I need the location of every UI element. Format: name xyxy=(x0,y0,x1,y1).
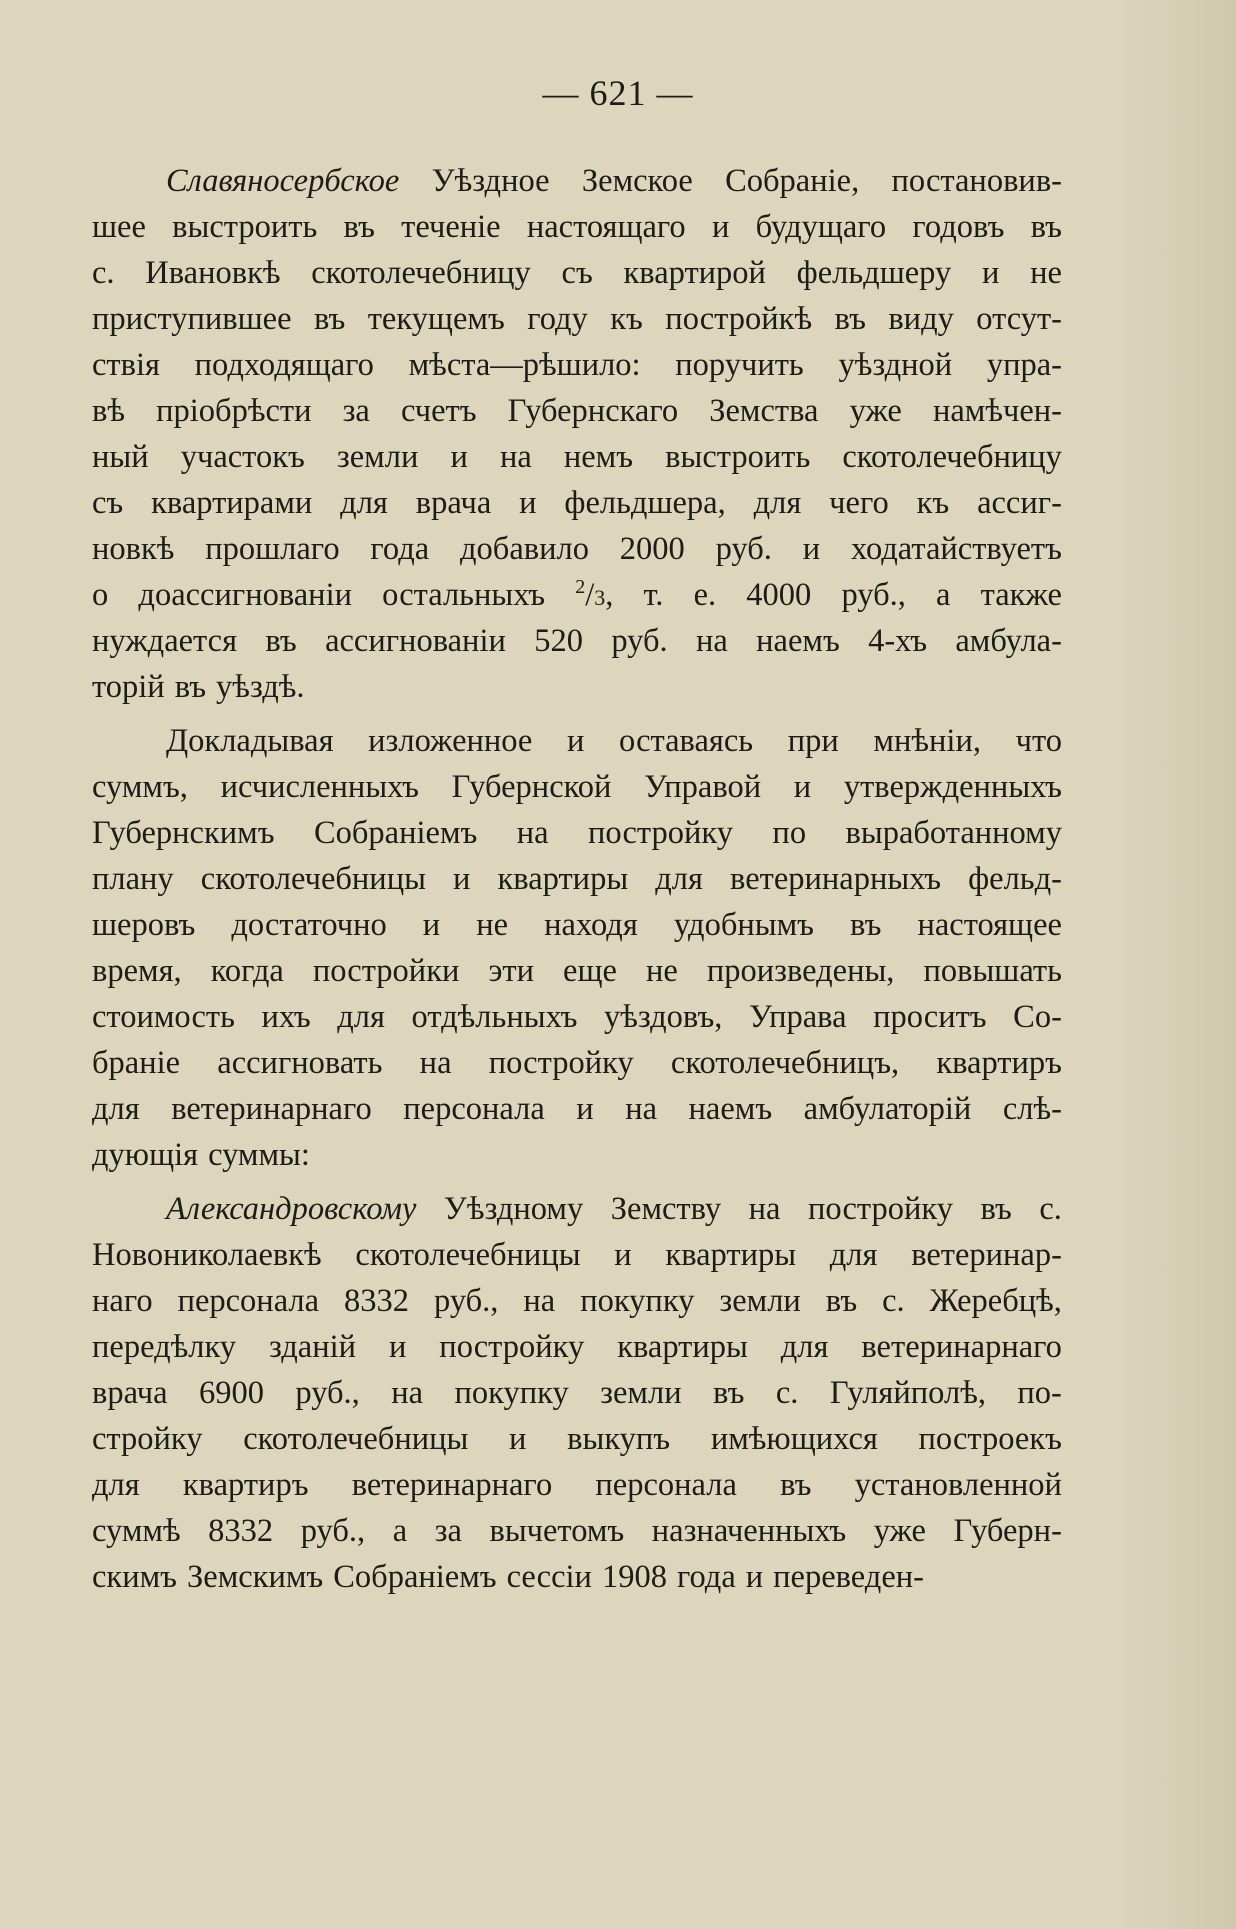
text-line xyxy=(92,572,1062,618)
word: Уѣздному xyxy=(443,1191,584,1227)
text-line xyxy=(92,296,1062,342)
word: персонала xyxy=(403,1091,545,1127)
word: и xyxy=(519,485,537,521)
word: удобнымъ xyxy=(673,907,814,943)
word: исчисленныхъ xyxy=(220,769,419,805)
word: наемъ xyxy=(688,1091,773,1127)
word: руб., xyxy=(300,1513,366,1549)
word: прошлаго xyxy=(205,531,340,567)
word: къ xyxy=(916,485,950,521)
word: суммы: xyxy=(208,1137,310,1173)
word: Уѣздное xyxy=(431,163,550,199)
word: на xyxy=(523,1283,556,1319)
word: и xyxy=(388,1329,407,1365)
word: въ xyxy=(834,301,866,337)
word: упра- xyxy=(986,347,1062,383)
word: для xyxy=(340,485,388,521)
word: 520 xyxy=(534,623,583,659)
word: а xyxy=(392,1513,408,1549)
word: Жеребцѣ, xyxy=(929,1283,1062,1319)
word: изложенное xyxy=(368,723,533,759)
text-line xyxy=(92,618,1062,664)
word: наемъ xyxy=(756,623,840,659)
word: произведены, xyxy=(706,953,895,989)
word: году xyxy=(527,301,588,337)
word: и xyxy=(450,439,468,475)
word: ходатайствуетъ xyxy=(850,531,1062,567)
text-line xyxy=(92,810,1062,856)
word: чего xyxy=(829,485,889,521)
word: на xyxy=(695,623,728,659)
word: с. xyxy=(882,1283,905,1319)
word: будущаго xyxy=(755,209,887,245)
word: и xyxy=(981,255,1000,291)
word: с. xyxy=(92,255,115,291)
word: передѣлку xyxy=(92,1329,237,1365)
word: уѣздовъ, xyxy=(603,999,723,1035)
word: ствія xyxy=(92,347,160,383)
word: на xyxy=(625,1091,658,1127)
word: ветеринарныхъ xyxy=(730,861,942,897)
word: теченіе xyxy=(401,209,501,245)
word: стройку xyxy=(92,1421,203,1457)
word: для xyxy=(829,1237,878,1273)
text-line xyxy=(92,902,1062,948)
word: ассиг- xyxy=(977,485,1062,521)
word: земли xyxy=(600,1375,682,1411)
word: амбула- xyxy=(955,623,1062,659)
word: 2000 xyxy=(619,531,685,567)
word: квартиры xyxy=(665,1237,797,1273)
word: въ xyxy=(265,623,297,659)
text-line xyxy=(92,1370,1062,1416)
word: мѣста—рѣшило: xyxy=(408,347,641,383)
page-gutter-shadow xyxy=(1116,0,1236,1929)
word: плану xyxy=(92,861,174,897)
paragraph-1 xyxy=(92,158,1062,710)
word: для xyxy=(655,861,703,897)
text-line xyxy=(92,856,1062,902)
word: остальныхъ xyxy=(382,577,546,613)
word: Губернскимъ xyxy=(92,815,275,851)
word: Земское xyxy=(581,163,693,199)
word: земли xyxy=(336,439,419,475)
word: руб. xyxy=(611,623,668,659)
word: поручить xyxy=(675,347,804,383)
word: ветеринарнаго xyxy=(861,1329,1062,1365)
text-line xyxy=(92,948,1062,994)
word: также xyxy=(980,577,1062,613)
word: сессіи xyxy=(506,1559,592,1595)
word: на xyxy=(499,439,532,475)
word: Управа xyxy=(748,999,847,1035)
word: на xyxy=(748,1191,781,1227)
word: подходящаго xyxy=(194,347,374,383)
word: ихъ xyxy=(261,999,311,1035)
word: покупку xyxy=(580,1283,695,1319)
word: утвержденныхъ xyxy=(843,769,1062,805)
word: постройку xyxy=(808,1191,953,1227)
word: назначенныхъ xyxy=(651,1513,847,1549)
word: Губернскаго xyxy=(507,393,679,429)
text-line xyxy=(92,718,1062,764)
word: скимъ xyxy=(92,1559,177,1595)
word: мнѣніи, xyxy=(873,723,981,759)
word: при xyxy=(787,723,839,759)
word: еще xyxy=(563,953,617,989)
paragraph-3 xyxy=(92,1186,1062,1600)
word: ный xyxy=(92,439,149,475)
word: квартирой xyxy=(623,255,766,291)
word: покупку xyxy=(454,1375,569,1411)
text-line xyxy=(92,1086,1062,1132)
word: врача xyxy=(415,485,492,521)
word: 8332 xyxy=(344,1283,410,1319)
word: къ xyxy=(610,301,643,337)
word: 4-хъ xyxy=(868,623,927,659)
word: фельдшеру xyxy=(796,255,952,291)
word: и xyxy=(793,769,812,805)
word: фельд- xyxy=(968,861,1062,897)
word: настоящаго xyxy=(526,209,686,245)
word: постройку xyxy=(588,815,733,851)
word: на xyxy=(419,1045,452,1081)
text-line xyxy=(92,1278,1062,1324)
word: отсут- xyxy=(976,301,1062,337)
word: амбулаторій xyxy=(803,1091,972,1127)
word: Собраніе, xyxy=(725,163,860,199)
word: Гуляйполѣ, xyxy=(829,1375,986,1411)
word: наго xyxy=(92,1283,153,1319)
word: эти xyxy=(488,953,534,989)
word: года xyxy=(370,531,430,567)
word: не xyxy=(476,907,509,943)
word: въ xyxy=(850,907,882,943)
word: за xyxy=(434,1513,462,1549)
word: ветеринарнаго xyxy=(351,1467,553,1503)
word: суммъ, xyxy=(92,769,188,805)
word: Собраніемъ xyxy=(333,1559,497,1595)
word: выстроить xyxy=(665,439,811,475)
word: стоимость xyxy=(92,999,235,1035)
text-line xyxy=(92,1508,1062,1554)
word: постройку xyxy=(488,1045,634,1081)
text-line xyxy=(92,664,1062,710)
word: на xyxy=(391,1375,424,1411)
text-line xyxy=(92,1132,1062,1178)
word: текущемъ xyxy=(367,301,505,337)
word: въ xyxy=(343,209,375,245)
word: въ xyxy=(780,1467,812,1503)
word: 6900 xyxy=(198,1375,264,1411)
word: не xyxy=(1030,255,1062,291)
word: ассигнованіи xyxy=(325,623,506,659)
word: въ xyxy=(1030,209,1062,245)
word: 1908 xyxy=(601,1559,667,1595)
word: т. xyxy=(643,577,664,613)
word: Со- xyxy=(1013,999,1062,1035)
word: находя xyxy=(544,907,638,943)
word: въ xyxy=(825,1283,858,1319)
word: постройкѣ xyxy=(665,301,813,337)
word: скотолечебницы xyxy=(355,1237,581,1273)
word: постройки xyxy=(312,953,460,989)
text-line xyxy=(92,342,1062,388)
word: что xyxy=(1015,723,1062,759)
word: виду xyxy=(888,301,954,337)
word: постановив- xyxy=(891,163,1062,199)
word: скотолечебницу xyxy=(842,439,1062,475)
word: и xyxy=(422,907,441,943)
word: земли xyxy=(719,1283,801,1319)
word: въ xyxy=(174,669,207,705)
word: зданій xyxy=(268,1329,357,1365)
word: руб., xyxy=(295,1375,360,1411)
word: для xyxy=(337,999,385,1035)
text-line xyxy=(92,764,1062,810)
word: и xyxy=(567,723,585,759)
word: достаточно xyxy=(231,907,387,943)
word: для xyxy=(753,485,802,521)
word: торій xyxy=(92,669,165,705)
word: шеровъ xyxy=(92,907,196,943)
word: руб., xyxy=(841,577,906,613)
word: оставаясь xyxy=(619,723,754,759)
body-text xyxy=(92,158,1062,1600)
word: ветеринар- xyxy=(911,1237,1062,1273)
word: выкупъ xyxy=(567,1421,671,1457)
word: и xyxy=(711,209,730,245)
word: построекъ xyxy=(918,1421,1062,1457)
word: квартиръ xyxy=(182,1467,309,1503)
word: и xyxy=(745,1559,764,1595)
word: немъ xyxy=(563,439,634,475)
word: выработанному xyxy=(845,815,1062,851)
word: для xyxy=(92,1467,140,1503)
text-line xyxy=(92,480,1062,526)
word: для xyxy=(780,1329,829,1365)
word: въ xyxy=(313,301,346,337)
word: квартирами xyxy=(151,485,313,521)
word: на xyxy=(516,815,549,851)
word: фельдшера, xyxy=(564,485,726,521)
word: нуждается xyxy=(92,623,238,659)
word: ветеринарнаго xyxy=(171,1091,372,1127)
word: переведен- xyxy=(773,1559,924,1595)
word: отдѣльныхъ xyxy=(411,999,578,1035)
word: квартиръ xyxy=(936,1045,1062,1081)
word: годовъ xyxy=(912,209,1005,245)
word: руб. xyxy=(715,531,772,567)
word: уже xyxy=(849,393,902,429)
word: по- xyxy=(1017,1375,1062,1411)
word: приступившее xyxy=(92,301,292,337)
word: за xyxy=(342,393,370,429)
word: Земства xyxy=(709,393,819,429)
word: а xyxy=(936,577,951,613)
word: уже xyxy=(873,1513,926,1549)
word: Собраніемъ xyxy=(313,815,478,851)
word: 8332 xyxy=(208,1513,274,1549)
word: дующія xyxy=(92,1137,199,1173)
text-line xyxy=(92,1462,1062,1508)
paragraph-2 xyxy=(92,718,1062,1178)
page-number: — 621 — xyxy=(542,73,694,113)
word: шее xyxy=(92,209,146,245)
word: и xyxy=(614,1237,632,1273)
text-line xyxy=(92,388,1062,434)
text-line xyxy=(92,994,1062,1040)
word: для xyxy=(92,1091,140,1127)
word: имѣющихся xyxy=(710,1421,878,1457)
word: постройку xyxy=(439,1329,585,1365)
word: с. xyxy=(1039,1191,1062,1227)
word: и xyxy=(576,1091,594,1127)
word: настоящее xyxy=(917,907,1062,943)
word: суммѣ xyxy=(92,1513,181,1549)
text-line xyxy=(92,250,1062,296)
word: с. xyxy=(775,1375,799,1411)
text-line xyxy=(92,526,1062,572)
text-line xyxy=(92,1324,1062,1370)
word: установленной xyxy=(854,1467,1062,1503)
word: $^2$/3, xyxy=(575,576,614,613)
text-line xyxy=(92,158,1062,204)
word: въ xyxy=(713,1375,745,1411)
word: по xyxy=(772,815,807,851)
word: Новониколаевкѣ xyxy=(92,1237,322,1273)
word: не xyxy=(645,953,678,989)
word: доассигнованіи xyxy=(138,577,352,613)
word: персонала xyxy=(177,1283,320,1319)
word: вѣ xyxy=(92,393,125,429)
text-line xyxy=(92,1554,1062,1600)
word: и xyxy=(509,1421,527,1457)
word: Земскимъ xyxy=(186,1559,324,1595)
word: съ xyxy=(92,485,124,521)
word: скотолечебницу xyxy=(311,255,531,291)
word: о xyxy=(92,577,109,613)
text-line xyxy=(92,1416,1062,1462)
word: участокъ xyxy=(180,439,305,475)
word: добавило xyxy=(460,531,589,567)
word: руб., xyxy=(434,1283,499,1319)
text-line xyxy=(92,1232,1062,1278)
word: врача xyxy=(92,1375,168,1411)
word: Александровскому xyxy=(166,1191,417,1227)
word: время, xyxy=(92,953,182,989)
word: Земству xyxy=(610,1191,722,1227)
word: счетъ xyxy=(400,393,477,429)
word: повышать xyxy=(923,953,1062,989)
word: и xyxy=(802,531,821,567)
word: выстроить xyxy=(172,209,318,245)
word: скотолечебницы xyxy=(200,861,426,897)
word: когда xyxy=(210,953,284,989)
word: пріобрѣсти xyxy=(156,393,312,429)
word: уѣздѣ. xyxy=(216,669,305,705)
word: 4000 xyxy=(746,577,812,613)
word: скотолечебницъ, xyxy=(670,1045,900,1081)
word: вычетомъ xyxy=(489,1513,625,1549)
text-line xyxy=(92,1040,1062,1086)
word: квартиры xyxy=(497,861,629,897)
word: слѣ- xyxy=(1002,1091,1062,1127)
word: уѣздной xyxy=(838,347,953,383)
word: намѣчен- xyxy=(932,393,1062,429)
word: Губернской xyxy=(451,769,612,805)
word: квартиры xyxy=(617,1329,748,1365)
text-line xyxy=(92,204,1062,250)
word: персонала xyxy=(595,1467,737,1503)
word: Славяносербское xyxy=(166,163,400,199)
text-line xyxy=(92,1186,1062,1232)
word: новкѣ xyxy=(92,531,175,567)
word: браніе xyxy=(92,1045,181,1081)
word: скотолечебницы xyxy=(243,1421,469,1457)
word: проситъ xyxy=(873,999,987,1035)
word: ассигновать xyxy=(217,1045,383,1081)
word: Губерн- xyxy=(953,1513,1062,1549)
word: Ивановкѣ xyxy=(145,255,281,291)
word: Докладывая xyxy=(166,723,334,759)
word: въ xyxy=(980,1191,1012,1227)
word: Управой xyxy=(644,769,762,805)
word: и xyxy=(453,861,471,897)
text-line xyxy=(92,434,1062,480)
word: е. xyxy=(693,577,717,613)
word: съ xyxy=(561,255,593,291)
word: года xyxy=(676,1559,736,1595)
